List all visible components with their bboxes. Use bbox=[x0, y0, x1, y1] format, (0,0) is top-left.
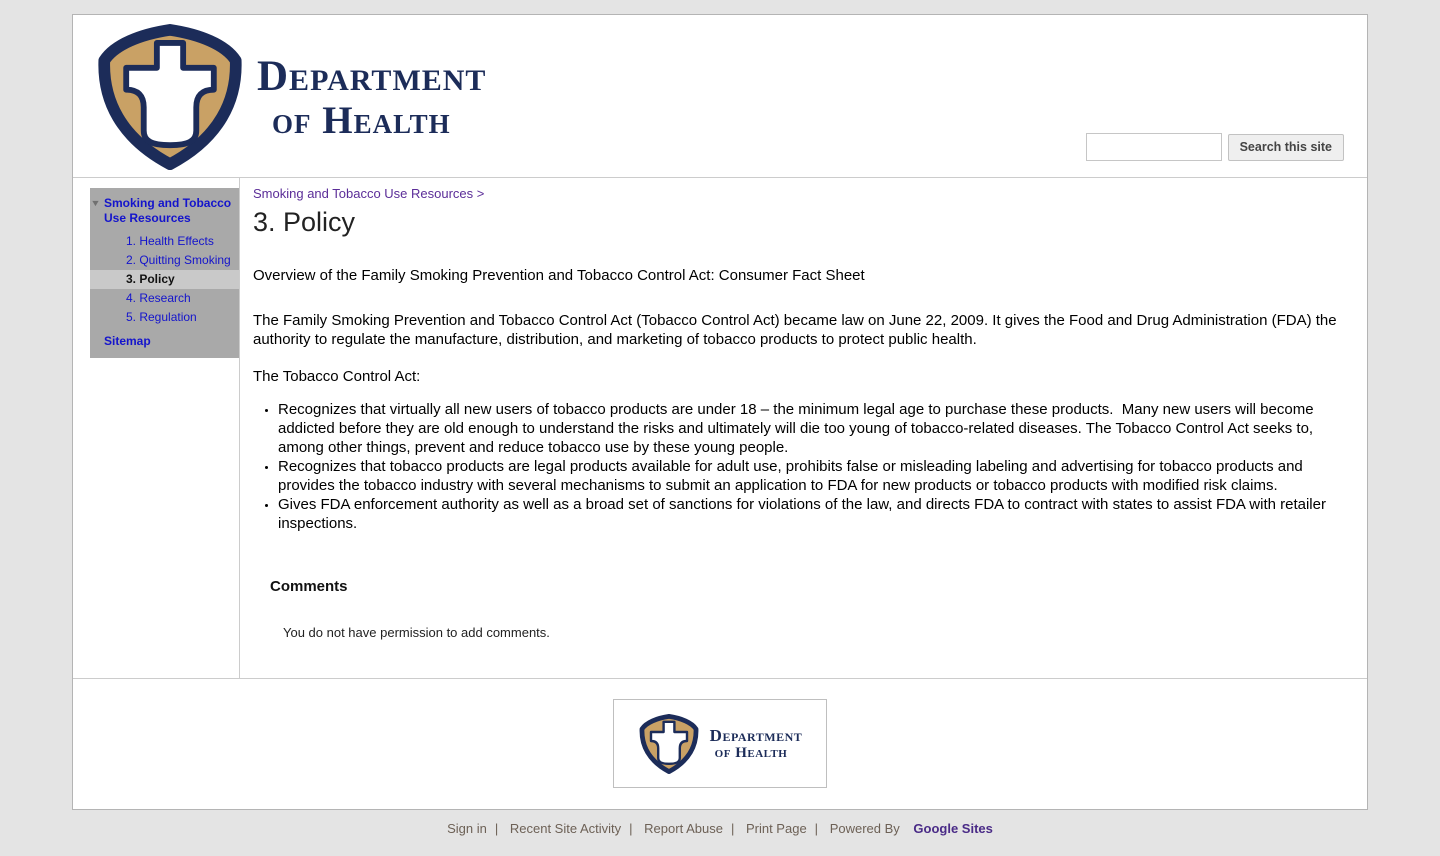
sidebar-item-health-effects bbox=[90, 232, 239, 251]
bottom-link-bar bbox=[0, 810, 1440, 856]
paragraph-law: The Family Smoking Prevention and Tobacco Control Act (Tobacco Control Act) became law on June 22, 2009. It gives the Food and Drug Administration (FDA) the authority to regulate the manufacture, distribution, and marketing of tobacco products to protect public health. bbox=[253, 312, 1337, 348]
sidebar-link-policy[interactable]: 3. Policy bbox=[126, 272, 175, 286]
sidebar-link-smoking-tobacco-resources[interactable]: Smoking and Tobacco Use Resources bbox=[104, 196, 232, 225]
health-shield-icon bbox=[638, 714, 700, 774]
tobacco-act-bullet-list bbox=[278, 400, 1352, 533]
paragraph-overview: Overview of the Family Smoking Prevention and Tobacco Control Act: Consumer Fact Sheet bbox=[253, 267, 865, 284]
sidebar-item-sitemap bbox=[90, 334, 239, 348]
site-title bbox=[257, 54, 486, 170]
search-button[interactable]: Search this site bbox=[1228, 134, 1344, 161]
google-sites-link[interactable]: Google Sites bbox=[913, 821, 993, 836]
sidebar-link-sitemap[interactable]: Sitemap bbox=[104, 334, 151, 348]
sidebar-item-policy-selected bbox=[90, 270, 239, 289]
report-abuse-link[interactable]: Report Abuse bbox=[644, 821, 723, 836]
site-search bbox=[1086, 133, 1344, 161]
paragraph-list-intro: The Tobacco Control Act: bbox=[253, 368, 421, 385]
bullet-item: • Gives FDA enforcement authority as well as a broad set of sanctions for violations of the law, and directs FDA to contract with states to assist FDA with retailer inspections. bbox=[278, 495, 1352, 533]
bullet-item: • Recognizes that virtually all new users of tobacco products are under 18 – the minimum legal age to purchase these products. Many new users will become addicted before they are old enough to understand the risks and ultimately will die too young of tobacco-related diseases. The Tobacco Control Act seeks to, among other things, prevent and reduce tobacco use by these young people. bbox=[278, 400, 1352, 457]
sidebar-item-quitting-smoking bbox=[90, 251, 239, 270]
separator: | bbox=[629, 821, 633, 836]
sign-in-link[interactable]: Sign in bbox=[447, 821, 487, 836]
content-column bbox=[239, 178, 1367, 678]
sidebar-sublist bbox=[90, 232, 239, 327]
collapse-triangle-icon[interactable]: ▼ bbox=[90, 198, 101, 208]
sidebar-nav bbox=[90, 188, 239, 358]
footer-logo bbox=[613, 699, 827, 788]
sidebar-item-research bbox=[90, 289, 239, 308]
separator: | bbox=[814, 821, 819, 836]
sidebar-link-regulation[interactable]: 5. Regulation bbox=[126, 310, 197, 324]
site-header bbox=[73, 15, 1367, 178]
footer-site-title-line1: Department bbox=[709, 725, 803, 745]
footer-site-title bbox=[710, 726, 803, 762]
site-title-line2: of Health bbox=[272, 99, 451, 142]
footer-site-title-line2: of Health bbox=[714, 744, 788, 761]
breadcrumb[interactable]: Smoking and Tobacco Use Resources > bbox=[253, 186, 485, 201]
separator: | bbox=[494, 821, 499, 836]
page-title: 3. Policy bbox=[253, 207, 356, 237]
separator: | bbox=[730, 821, 735, 836]
comments-permission-text: You do not have permission to add comments. bbox=[283, 625, 550, 640]
site-title-line1: Department bbox=[257, 53, 487, 100]
powered-by-label: Powered By bbox=[829, 821, 900, 836]
site-logo-link[interactable] bbox=[95, 24, 486, 170]
sidebar-link-research[interactable]: 4. Research bbox=[126, 291, 191, 305]
sidebar-link-quitting-smoking[interactable]: 2. Quitting Smoking bbox=[126, 253, 231, 267]
comments-heading: Comments bbox=[270, 578, 348, 595]
comments-section bbox=[270, 577, 1352, 642]
sidebar-item-regulation bbox=[90, 308, 239, 327]
recent-site-activity-link[interactable]: Recent Site Activity bbox=[509, 821, 622, 836]
sidebar-item-root bbox=[90, 195, 239, 228]
card-footer bbox=[73, 679, 1367, 809]
sidebar-column bbox=[73, 178, 239, 678]
sidebar-link-health-effects[interactable]: 1. Health Effects bbox=[126, 234, 214, 248]
main-region bbox=[73, 178, 1367, 679]
page bbox=[0, 14, 1440, 856]
search-input[interactable] bbox=[1086, 133, 1222, 161]
health-shield-icon bbox=[95, 24, 245, 170]
print-page-link[interactable]: Print Page bbox=[745, 821, 807, 836]
site-card bbox=[72, 14, 1368, 810]
bullet-item: • Recognizes that tobacco products are legal products available for adult use, prohibits false or misleading labeling and advertising for tobacco products and provides the tobacco industry with several mechanisms to submit an application to FDA for new products or tobacco products with modified risk claims. bbox=[278, 457, 1352, 495]
